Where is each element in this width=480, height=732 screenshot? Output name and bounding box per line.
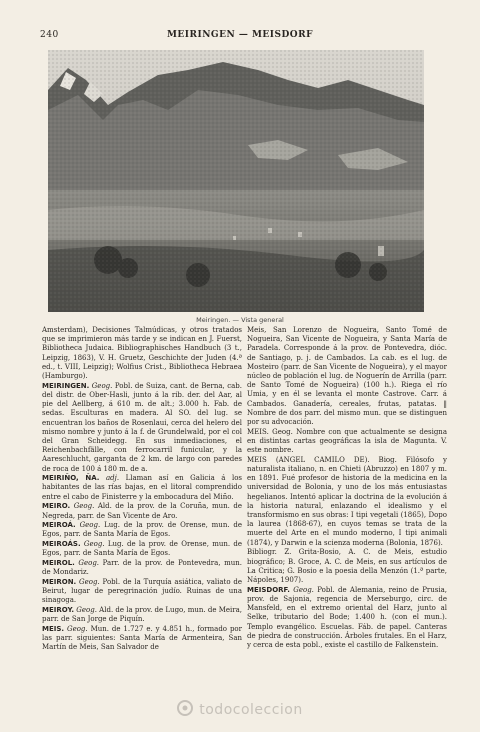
watermark-logo-icon (177, 700, 193, 720)
entry: MEIRO. Geog. Ald. de la prov. de la Coruña, mun. de Negreda, parr. de San Vicente de Aro. (42, 502, 242, 520)
page-number: 240 (40, 30, 59, 40)
mountain-valley-engraving (48, 50, 424, 312)
left-column (42, 326, 242, 676)
entry: MEIROÁ. Geog. Lug. de la prov. de Orense, mun. de Egos, parr. de Santa María de Egos. (42, 521, 242, 539)
entry: MEIROL. Geog. Parr. de la prov. de Pontevedra, mun. de Mondariz. (42, 559, 242, 577)
page-header (40, 30, 440, 42)
entry: MEIS. Geog. Nombre con que actualmente se designa en distintas cartas geográficas la isla de Magunta. V. este nombre. (247, 427, 447, 455)
right-column (247, 326, 447, 676)
landscape-photo (48, 50, 424, 312)
entry: Bibliogr. Z. Grita-Bosio, A. C. de Meis, estudio biográfico; B. Groce, A. C. de Meis, en sus artículos de La Critica; G. Bosio e la poesia della Menzón (1.ª parte, Nápoles, 1907). (247, 548, 447, 584)
watermark (0, 700, 480, 732)
entry: MEIRINGEN. Geog. Pobl. de Suiza, cant. de Berna, cab. del distr. de Ober-Hasli, junto á la rib. der. del Aar, al pie del Aellberg, á 610 m. de alt.; 3.000 h. Fab. de sedas. Esculturas en madera. Al SO. del lug. se encuentran los baños de Rosenlaui, cerca del helero del mismo nombre y junto á la f. de Grundelwald, por el col del Gran Scheidegg. En sus inmediaciones, el Reichenbachfälle, con ferrocarril funicular, y la Aareschlucht, garganta de 2 km. de largo con paredes de roca de 100 á 180 m. de a. (42, 381, 242, 473)
entry: MEIS (ANGEL CAMILO DE). Biog. Filósofo y naturalista italiano, n. en Chieti (Abruzzo) en 1807 y m. en 1891. Fué profesor de historia de la medicina en la universidad de Bolonia, y uno de los más entusiastas hegelianos. Intentó aplicar la doctrina de la evolución á la historia natural, enlazando el idealismo y el transformismo en sus obras: I tipi vegetali (1865), Dopo la laurea (1868-67), en cuyos temas se trata de la muerte del Arte en el mundo moderno, I tipi animali (1874), y Darwin e la scienza moderna (Bolonia, 1876). (247, 455, 447, 547)
entry: MEIRIÑO, ÑA. adj. Llaman así en Galicia á los habitantes de las rías bajas, en el litoral comprendido entre el cabo de Finisterre y la embocadura del Miño. (42, 474, 242, 501)
entry: Meis, San Lorenzo de Nogueira, Santo Tomé de Nogueira, San Vicente de Nogueira, y Santa María de Paradela. Corresponde á la prov. de Pontevedra, dióc. de Santiago, p. j. de Cambados. La cab. es el lug. de Mosteiro (parr. de San Vicente de Nogueira), y el mayor núcleo de población el lug. de Noguerín de Arrilla (parr. de Santo Tomé de Nogueira) (100 h.). Riega el río Umia, y en él se levanta el monte Castrove. Carr. á Cambados. Ganadería, cereales, frutas, patatas. ‖ Nombre de dos parr. del mismo mun. que se distinguen por su advocación. (247, 326, 447, 427)
watermark-text: todocoleccion (199, 702, 303, 718)
entry: MEIS. Geog. Mun. de 1.727 e. y 4.851 h., formado por las parr. siguientes: Santa María de Armenteira, San Martín de Meis, San Salvador de (42, 625, 242, 652)
entry: MEIRON. Geog. Pobl. de la Turquía asiática, valiato de Beirut, lugar de peregrinación judío. Ruinas de una sinagoga. (42, 577, 242, 605)
entry: Amsterdam), Decisiones Talmúdicas, y otros tratados que se imprimieron más tarde y se indican en J. Fuerst, Bibliotheca Judaica. Bibliographisches Handbuch (3 t., Leipzig, 1863), V. H. Gruetz, Geschichte der Juden (4.ª ed., t. VIII, Leipzig); Wolfius Crist., Bibliotheca Hebraea (Hamburgo). (42, 326, 242, 381)
photo-caption: Meiringen. — Vista general (196, 316, 284, 324)
running-head: MEIRINGEN — MEISDORF (166, 30, 314, 40)
entry: MEISDORF. Geog. Pobl. de Alemania, reino de Prusia, prov. de Sajonia, regencia de Merseburgo, circ. de Mansfeld, en el extremo oriental del Harz, junto al Selke, tributario del Bode; 1.400 h. (con el mun.). Templo evangélico. Escuelas. Fáb. de papel. Canteras de piedra de construcción. Árboles frutales. En el Harz, y cerca de esta pobl., existe el castillo de Falkenstein. (247, 585, 447, 649)
entry: MEIROY. Geog. Ald. de la prov. de Lugo, mun. de Meira, parr. de San Jorge de Piquín. (42, 606, 242, 624)
entry: MEIROÁS. Geog. Lug. de la prov. de Orense, mun. de Egos, parr. de Santa María de Egos. (42, 540, 242, 558)
